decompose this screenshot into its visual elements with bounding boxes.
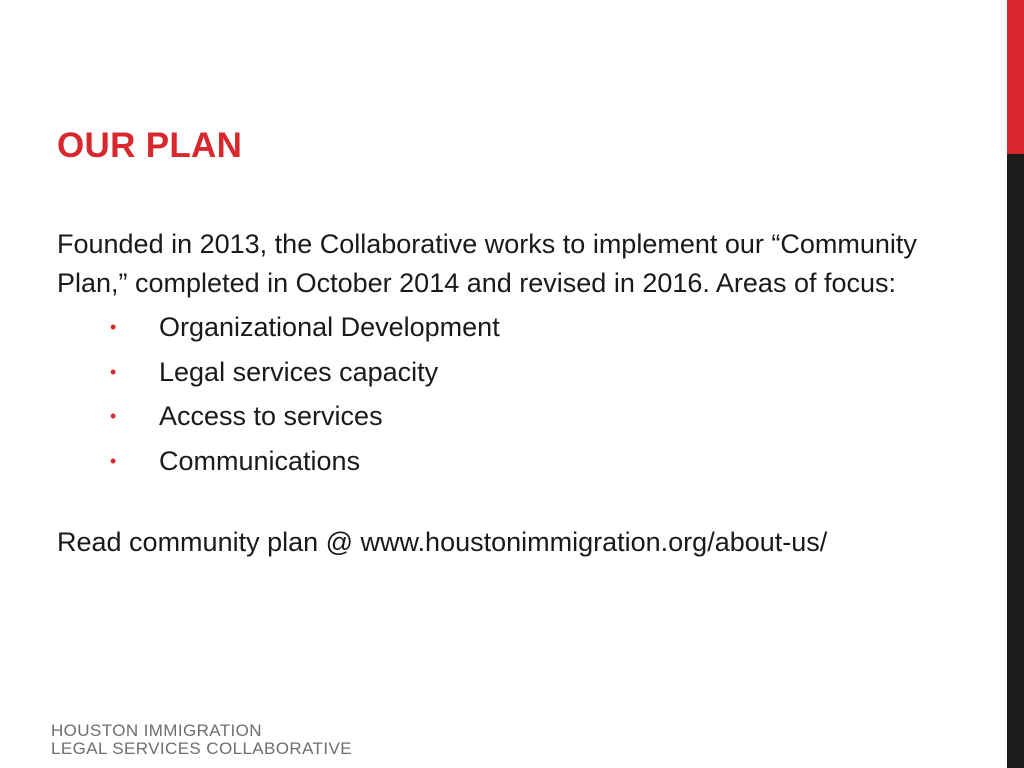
logo-line-2: LEGAL SERVICES COLLABORATIVE [51, 739, 352, 758]
focus-area-label: Legal services capacity [159, 356, 439, 387]
side-accent-bar-dark [1007, 154, 1024, 768]
community-plan-link-text: Read community plan @ www.houstonimmigration.org/about-us/ [57, 527, 828, 557]
focus-area-label: Communications [159, 445, 361, 476]
intro-paragraph: Founded in 2013, the Collaborative works to implement our “Community Plan,” completed in October 2014 and revised in 2016. Areas of focus: [57, 229, 917, 298]
logo-line-1: HOUSTON IMMIGRATION [51, 721, 262, 740]
bullet-icon: • [110, 450, 117, 471]
organization-logo [51, 722, 352, 758]
list-item [57, 350, 957, 395]
slide-title: OUR PLAN [57, 126, 243, 165]
bullet-icon: • [110, 406, 117, 426]
focus-area-label: Organizational Development [159, 312, 500, 342]
focus-area-label: Access to services [159, 401, 383, 431]
list-item [57, 439, 957, 484]
bullet-icon: • [110, 361, 117, 382]
focus-areas-list [57, 305, 957, 483]
list-item [57, 305, 957, 350]
slide-body [57, 225, 957, 562]
list-item [57, 394, 957, 439]
bullet-icon: • [110, 317, 117, 337]
side-accent-bar-red [1007, 0, 1024, 154]
